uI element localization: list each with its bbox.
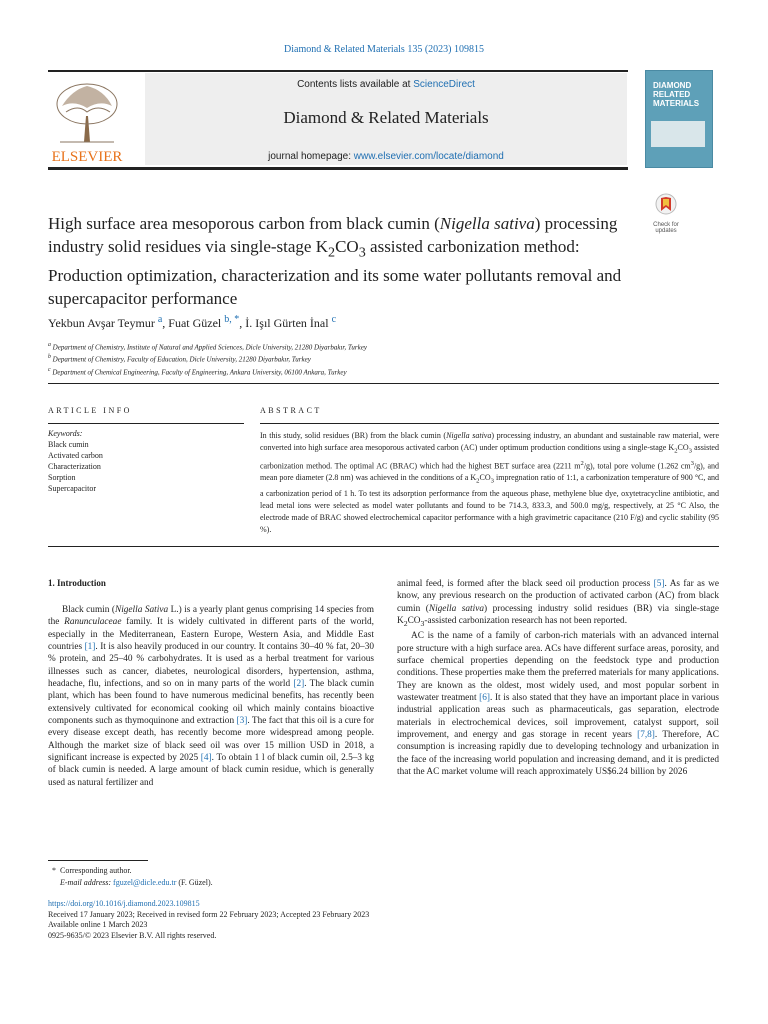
section-heading-introduction: 1. Introduction [48,578,106,588]
body-column-right [397,578,719,778]
keyword-item: Sorption [48,473,76,482]
author-name[interactable]: İ. Işıl Gürten İnal [245,316,329,330]
received-dates: Received 17 January 2023; Received in revised form 22 February 2023; Accepted 23 February 2023 [48,909,370,919]
elsevier-tree-icon [48,78,126,164]
reference-link[interactable]: [6] [479,692,491,703]
journal-cover-thumbnail[interactable] [645,70,713,168]
abstract-heading: ABSTRACT [260,406,322,415]
paragraph: AC is the name of a family of carbon-rich materials with an advanced internal pore structure with a high surface area. ACs have different surface areas, porosity, and surface chemical properties depending on the feedstock type and production conditions. These properties make them the preferred materials for many applications. They are known as the oldest, most widely used, and most popular sorbent in wastewater treatment [6]. It is also stated that they have an important place in various industrial application areas such as pharmaceuticals, gas separation, electrode materials in electrochemical devices, soil improvement, catalyst support, soil improvement, and energy and gas storage in recent years [7,8]. Therefore, AC consumption is increasing rapidly due to developing technology and urbanization in the face of the increasing world population and increasing demand, and it is predicted that the AC market volume will reach approximately US$6.24 billion by 2026 [397,631,719,778]
keyword-item: Supercapacitor [48,484,96,493]
header-rule-bottom [48,167,628,170]
author-list: Yekbun Avşar Teymur $^a$, Fuat Güzel $^{b, *}$, İ. Işıl Gürten İnal $^c$ [48,314,337,330]
divider [48,423,244,424]
contents-available-line [145,79,627,90]
affiliation-marker[interactable]: c [331,314,337,325]
elsevier-logo [48,78,126,164]
article-title: High surface area mesoporous carbon from black cumin (Nigella sativa) processing industry solid residues via single-stage $K_2CO_3$ assisted carbonization method: Production optimization, characterization and its some water pollutants removal and supercapacitor performance [48,214,622,309]
journal-homepage-line [145,151,627,162]
reference-link[interactable]: [3] [236,716,248,727]
affiliations [48,340,608,377]
reference-link[interactable]: [1] [84,642,96,653]
keywords-block [48,428,244,494]
body-column-left [48,604,374,789]
reference-link[interactable]: [2] [293,679,305,690]
available-online: Available online 1 March 2023 [48,920,148,929]
affiliation-item: $^c$ Department of Chemical Engineering, Faculty of Engineering, Ankara University, 06100 Ankara, Turkey [48,366,347,376]
reference-link[interactable]: [7,8] [637,729,655,740]
cover-title: DIAMOND RELATED MATERIALS [653,81,700,108]
cover-image [651,121,705,147]
keyword-item: Black cumin [48,440,89,449]
affiliation-marker[interactable]: b, * [224,314,240,325]
check-for-updates-label: Check for updates [653,222,679,234]
journal-name: Diamond & Related Materials [283,108,489,127]
check-for-updates-button[interactable] [648,193,684,233]
corresponding-author-footnote: * Corresponding author. E-mail address: fguzel@dicle.edu.tr (F. Güzel). [52,866,213,887]
contents-prefix: Contents lists available at [297,79,414,90]
divider [48,383,719,384]
paragraph: animal feed, is formed after the black seed oil production process [5]. As far as we know, any previous research on the production of activated carbon (AC) from black cumin (Nigella sativa) processing industry solid residues (BR) via single-stage $K_2CO_3$-assisted carbonization research has not been reported. [397,579,720,628]
affiliation-item: $^b$ Department of Chemistry, Faculty of Education, Dicle University, 21280 Diyarbakır, Turkey [48,354,311,364]
copyright: 0925-9635/© 2023 Elsevier B.V. All rights reserved. [48,930,217,940]
affiliation-item: $^a$ Department of Chemistry, Institute of Natural and Applied Sciences, Dicle University, 21280 Diyarbakır, Turkey [48,342,367,352]
email-link[interactable]: fguzel@dicle.edu.tr [113,878,177,887]
homepage-prefix: journal homepage: [268,151,354,162]
keyword-item: Characterization [48,462,101,471]
publication-info [48,899,548,941]
divider [260,423,719,424]
svg-text:ELSEVIER: ELSEVIER [51,149,123,164]
divider [48,546,719,547]
abstract-text: In this study, solid residues (BR) from the black cumin (Nigella sativa) processing industry, an abundant and sustainable raw material, were converted into high surface area mesoporous activated carbon (AC) under optimum production conditions using a single-stage $K_2CO_3$ assisted carbonization method. The optimal AC (BRAC) which had the highest BET surface area (2211 $m^2/g$), total pore volume (1.262 $cm^3/g$), and mean pore diameter (2.8 nm) was achieved in the conditions of a $K_2CO_3$ impregnation ratio of 1:1, a carbonization temperature of 900 °C, and a carbonization period of 1 h. To test its adsorption performance from the aqueous phase, methylene blue dye, oxytetracycline antibiotic, and lead metal ions were selected as model water pollutants and found to be 714.3, 833.3, and 500.0 mg/g, respectively, at 25 °C Also, the electrode made of BRAC showed electrochemical capacitor performance with a high gravimetric capacitance (210 F/g) and cyclic stability (95 %). [260,431,719,534]
keyword-item: Activated carbon [48,451,103,460]
homepage-link[interactable]: www.elsevier.com/locate/diamond [353,151,504,162]
reference-link[interactable]: [5] [653,579,665,589]
keywords-label: Keywords: [48,429,83,438]
bookmark-icon [655,193,677,217]
article-info-heading: ARTICLE INFO [48,406,132,415]
footnote-rule [48,860,148,861]
sciencedirect-link[interactable]: ScienceDirect [413,79,475,90]
author-name[interactable]: Fuat Güzel [168,316,222,330]
journal-citation[interactable]: Diamond & Related Materials 135 (2023) 109815 [284,44,484,55]
author-name[interactable]: Yekbun Avşar Teymur [48,316,155,330]
doi-link[interactable]: https://doi.org/10.1016/j.diamond.2023.109815 [48,899,200,908]
reference-link[interactable]: [4] [200,753,212,764]
affiliation-marker[interactable]: a [157,314,163,325]
paragraph: Black cumin (Nigella Sativa L.) is a yearly plant genus comprising 14 species from the Ranunculaceae family. It is widely cultivated in different parts of the world, especially in the Mediterranean, Eastern Europe, Western Asia, and Middle East countries [1]. It is also heavily produced in our country. It contains 30–40 % fat, 20–30 % protein, and 25–40 % carbohydrates. It is used as a herbal treatment for various illnesses such as cancer, diabetes, neurological disorders, hypertension, asthma, headache, flu, infections, and so on in many parts of the world [2]. The black cumin plant, which has been found to have numerous medicinal benefits, has recently been extensively cultivated for economical cooking oil which mainly contains bioactive components such as thymoquinone and extraction [3]. The fact that this oil is a cure for every disease except death, has recently become more widespread among people. Although the market size of black seed oil was over 15 million USD in 2018, a significant increase is expected by 2025 [4]. To obtain 1 l of black cumin oil, 2.5–3 kg of black cumin is needed. A large amount of black cumin residue, which is generally used as natural fertilizer and [48,605,375,788]
header-rule-top [48,70,628,72]
